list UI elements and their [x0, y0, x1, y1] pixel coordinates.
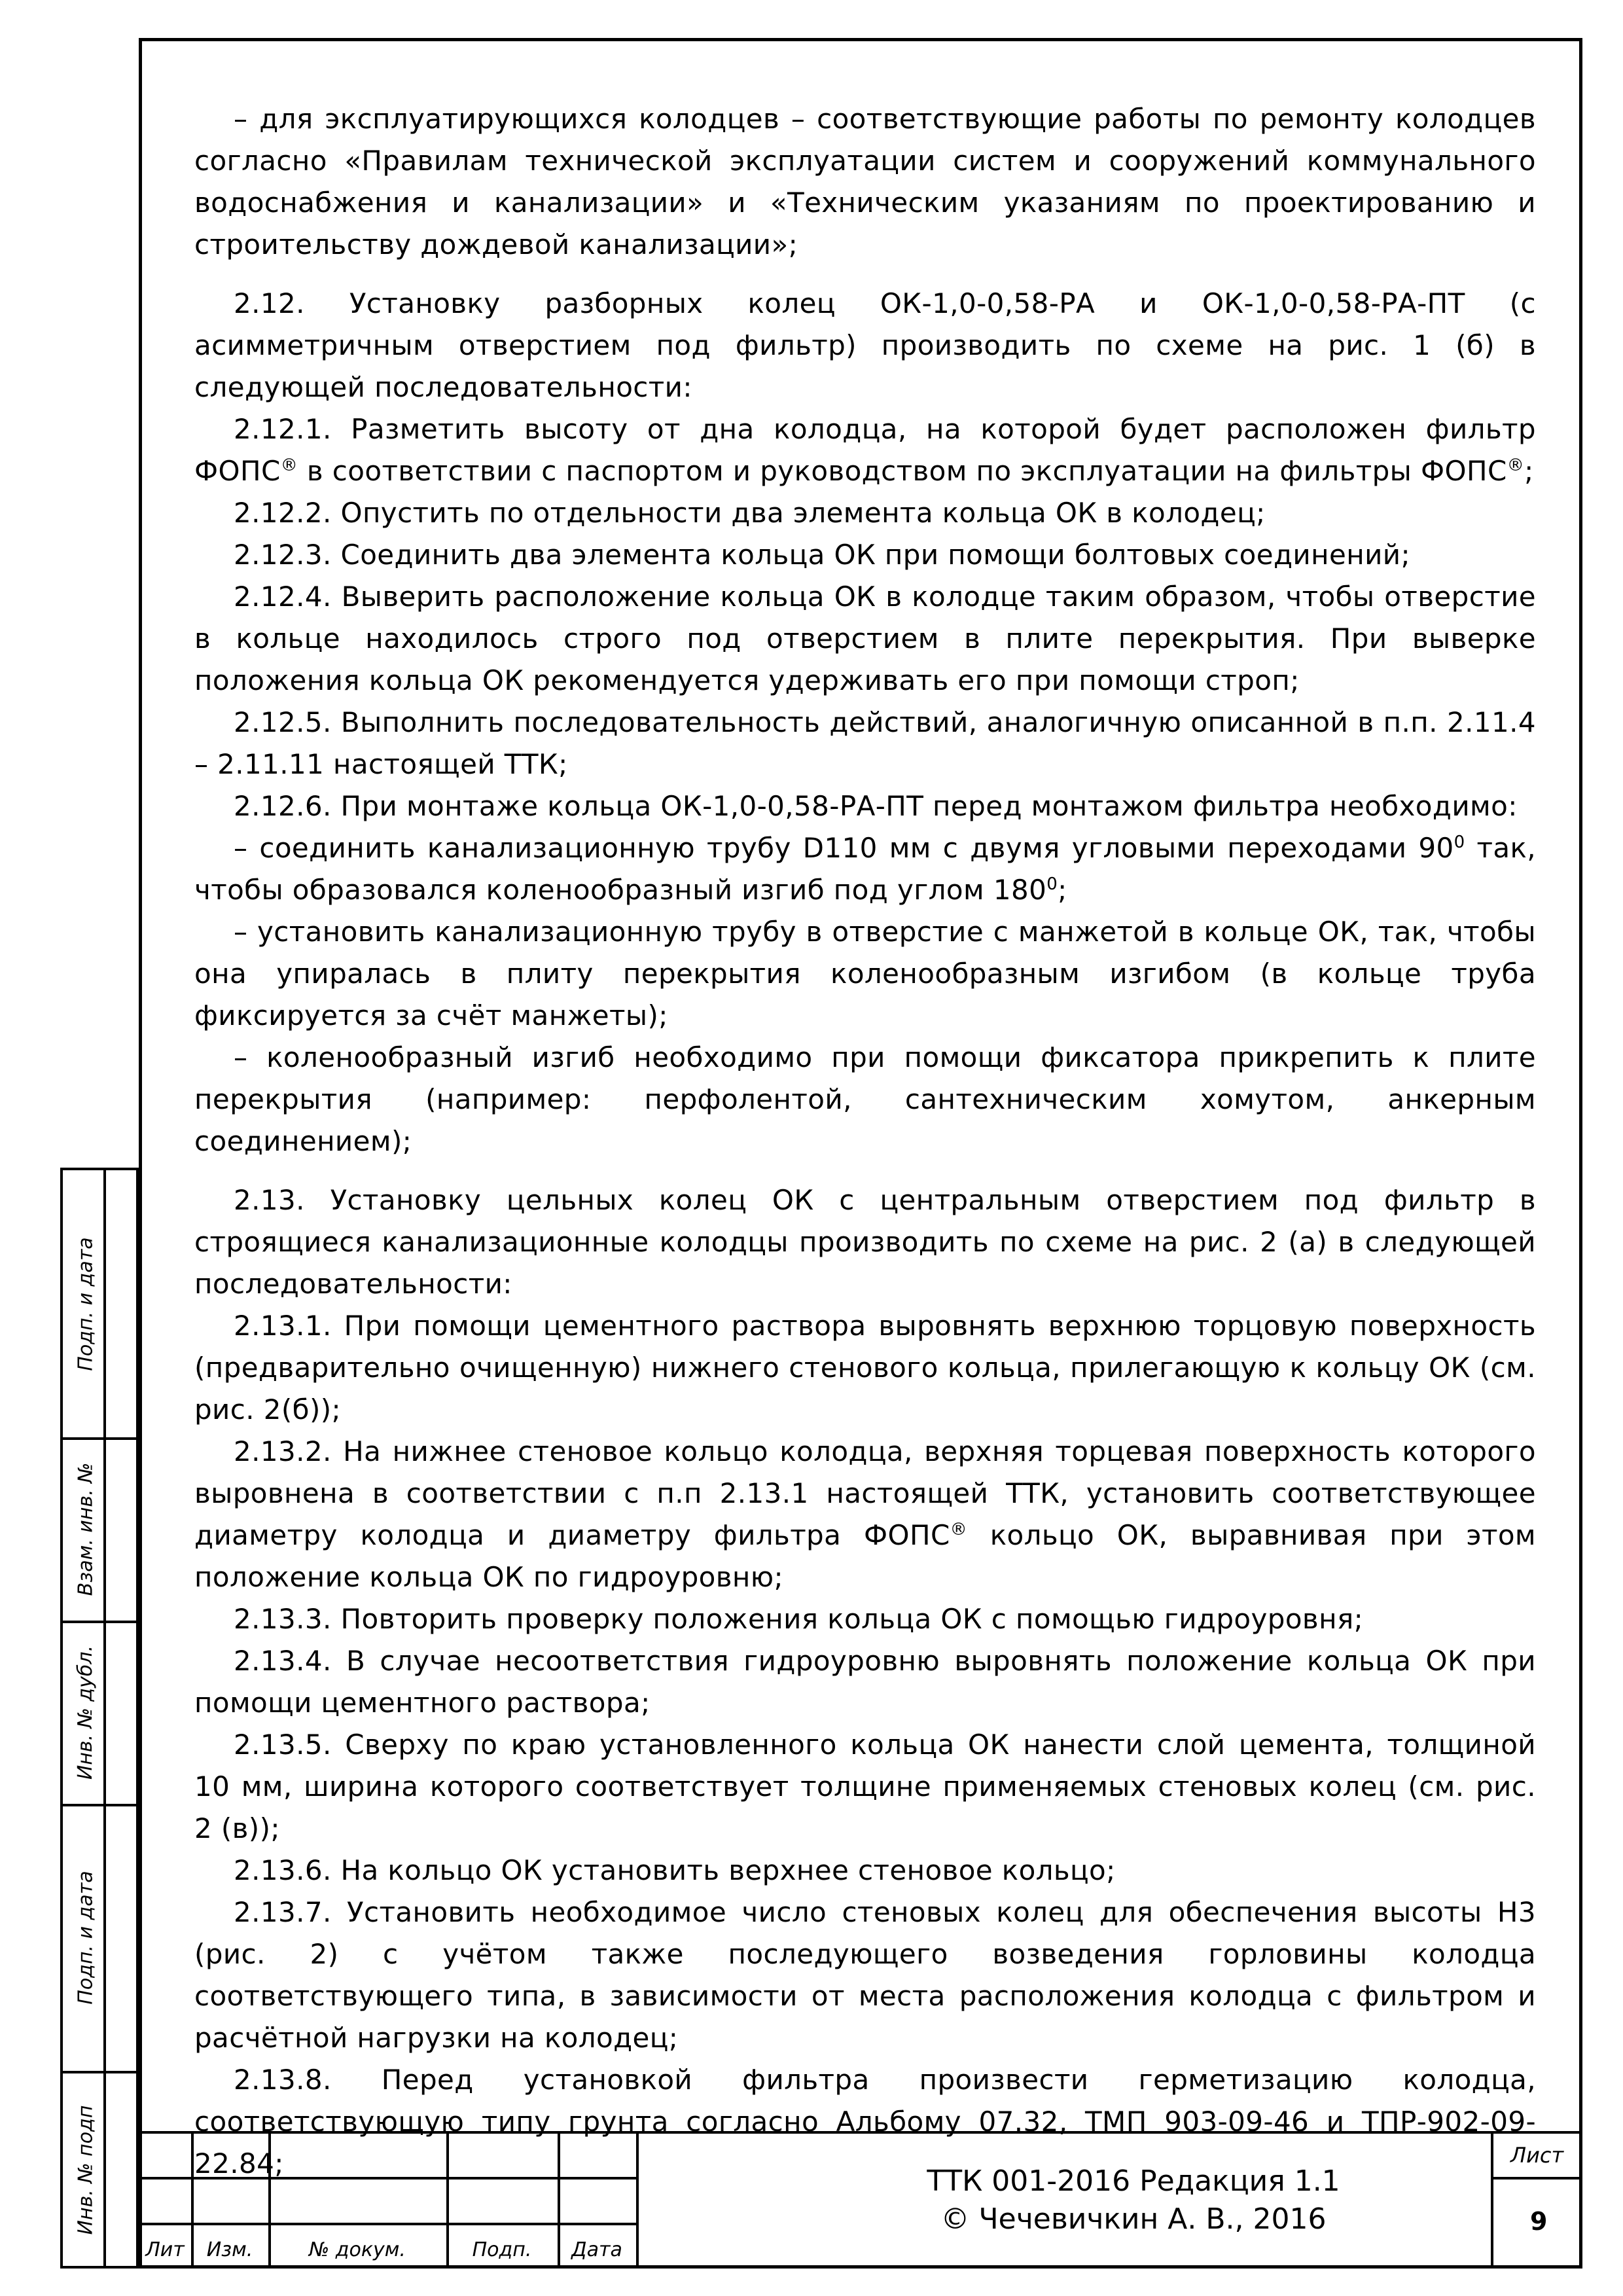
- side-stamp-divider: [103, 1170, 106, 2266]
- paragraph: 2.13. Установку цельных колец ОК с центральным отверстием под фильтр в строящиеся канализационные колодцы производить по схеме на рис. 2 (а) в следующей последовательности:: [194, 1184, 1536, 1300]
- paragraph: – коленообразный изгиб необходимо при помощи фиксатора прикрепить к плите перекрытия (например: перфолентой, сантехническим хомутом, анкерным соединением);: [194, 1041, 1536, 1157]
- title-block-row-line: [139, 2223, 636, 2225]
- degree-mark: 0: [1454, 833, 1465, 852]
- paragraph: 2.13.4. В случае несоответствия гидроуровню выровнять положение кольца ОК при помощи цементного раствора;: [194, 1645, 1536, 1719]
- title-block: [139, 2131, 1582, 2269]
- paragraph: – соединить канализационную трубу D110 мм с двумя угловыми переходами $90^0$ так, чтобы образовался коленообразный изгиб под углом $180^0$;: [194, 832, 1536, 906]
- col-label-doc: № докум.: [309, 2238, 406, 2261]
- title-block-row-line: [139, 2177, 636, 2179]
- col-label-sign: Подп.: [472, 2238, 532, 2261]
- sheet-label: Лист: [1510, 2143, 1564, 2168]
- paragraph: 2.12.4. Выверить расположение кольца ОК в колодце таким образом, чтобы отверстие в кольце находилось строго под отверстием в плите перекрытия. При выверке положения кольца ОК рекомендуется удерживать его при помощи строп;: [194, 581, 1536, 696]
- side-stamp: [60, 1168, 139, 2269]
- side-stamp-label: Подп. и дата: [74, 1236, 98, 1371]
- col-label-lit: Лит: [145, 2238, 185, 2261]
- side-stamp-label: Инв. № подп: [74, 2105, 98, 2234]
- paragraph: 2.13.6. На кольцо ОК установить верхнее стеновое кольцо;: [234, 1854, 1116, 1886]
- paragraph: 2.12.3. Соединить два элемента кольца ОК при помощи болтовых соединений;: [234, 539, 1411, 571]
- side-stamp-label: Взам. инв. №: [74, 1462, 98, 1596]
- paragraph: 2.13.5. Сверху по краю установленного кольца ОК нанести слой цемента, толщиной 10 мм, ширина которого соответствует толщине применяемых стеновых колец (см. рис. 2 (в));: [194, 1729, 1536, 1844]
- registered-mark: ®: [280, 456, 298, 475]
- copyright-line: © Чечевичкин А. В., 2016: [940, 2202, 1327, 2236]
- paragraph: 2.13.8. Перед установкой фильтра произвести герметизацию колодца, соответствующую типу грунта согласно Альбому 07.32, ТМП 903-09-46 и ТПР-902-09-22.84;: [194, 2064, 1536, 2179]
- paragraph: – для эксплуатирующихся колодцев – соответствующие работы по ремонту колодцев согласно «Правилам технической эксплуатации систем и сооружений коммунального водоснабжения и канализации» и «Техническим указаниям по проектированию и строительству дождевой канализации»;: [194, 103, 1536, 260]
- document-body: [194, 98, 1536, 2185]
- paragraph: 2.12.1. Разметить высоту от дна колодца, на которой будет расположен фильтр ФОПС® в соответствии с паспортом и руководством по эксплуатации на фильтры ФОПС®;: [194, 413, 1536, 487]
- degree-mark: 0: [1046, 874, 1058, 894]
- registered-mark: ®: [950, 1520, 968, 1539]
- col-label-izm: Изм.: [206, 2238, 253, 2261]
- col-label-date: Дата: [571, 2238, 622, 2261]
- paragraph: – установить канализационную трубу в отверстие с манжетой в кольце ОК, так, чтобы она упиралась в плиту перекрытия коленообразным изгибом (в кольце труба фиксируется за счёт манжеты);: [194, 916, 1536, 1031]
- title-block-top-line: [139, 2131, 1582, 2134]
- sheet-box-line: [1491, 2131, 1493, 2269]
- title-block-col-line: [636, 2131, 639, 2269]
- paragraph: 2.12.6. При монтаже кольца ОК-1,0-0,58-РА-ПТ перед монтажом фильтра необходимо:: [234, 790, 1518, 822]
- paragraph: 2.12.2. Опустить по отдельности два элемента кольца ОК в колодец;: [234, 497, 1266, 529]
- sheet-number: 9: [1530, 2207, 1548, 2236]
- side-stamp-label: Инв. № дубл.: [74, 1645, 98, 1780]
- paragraph: 2.13.2. На нижнее стеновое кольцо колодца, верхняя торцевая поверхность которого выровнена в соответствии с п.п 2.13.1 настоящей ТТК, установить соответствующее диаметру колодца и диаметру фильтра ФОПС® кольцо ОК, выравнивая при этом положение кольца ОК по гидроуровню;: [194, 1435, 1536, 1593]
- paragraph: 2.13.3. Повторить проверку положения кольца ОК с помощью гидроуровня;: [234, 1603, 1364, 1635]
- document-code: ТТК 001-2016 Редакция 1.1: [927, 2164, 1340, 2198]
- paragraph: 2.12. Установку разборных колец ОК-1,0-0,58-РА и ОК-1,0-0,58-РА-ПТ (с асимметричным отверстием под фильтр) производить по схеме на рис. 1 (б) в следующей последовательности:: [194, 287, 1536, 403]
- side-stamp-label: Подп. и дата: [74, 1870, 98, 2005]
- registered-mark: ®: [1507, 456, 1525, 475]
- paragraph: 2.13.1. При помощи цементного раствора выровнять верхнюю торцовую поверхность (предварительно очищенную) нижнего стенового кольца, прилегающую к кольцу ОК (см. рис. 2(б));: [194, 1310, 1536, 1426]
- paragraph: 2.13.7. Установить необходимое число стеновых колец для обеспечения высоты Н3 (рис. 2) с учётом также последующего возведения горловины колодца соответствующего типа, в зависимости от места расположения колодца с фильтром и расчётной нагрузки на колодец;: [194, 1896, 1536, 2054]
- paragraph: 2.12.5. Выполнить последовательность действий, аналогичную описанной в п.п. 2.11.4 – 2.11.11 настоящей ТТК;: [194, 706, 1536, 780]
